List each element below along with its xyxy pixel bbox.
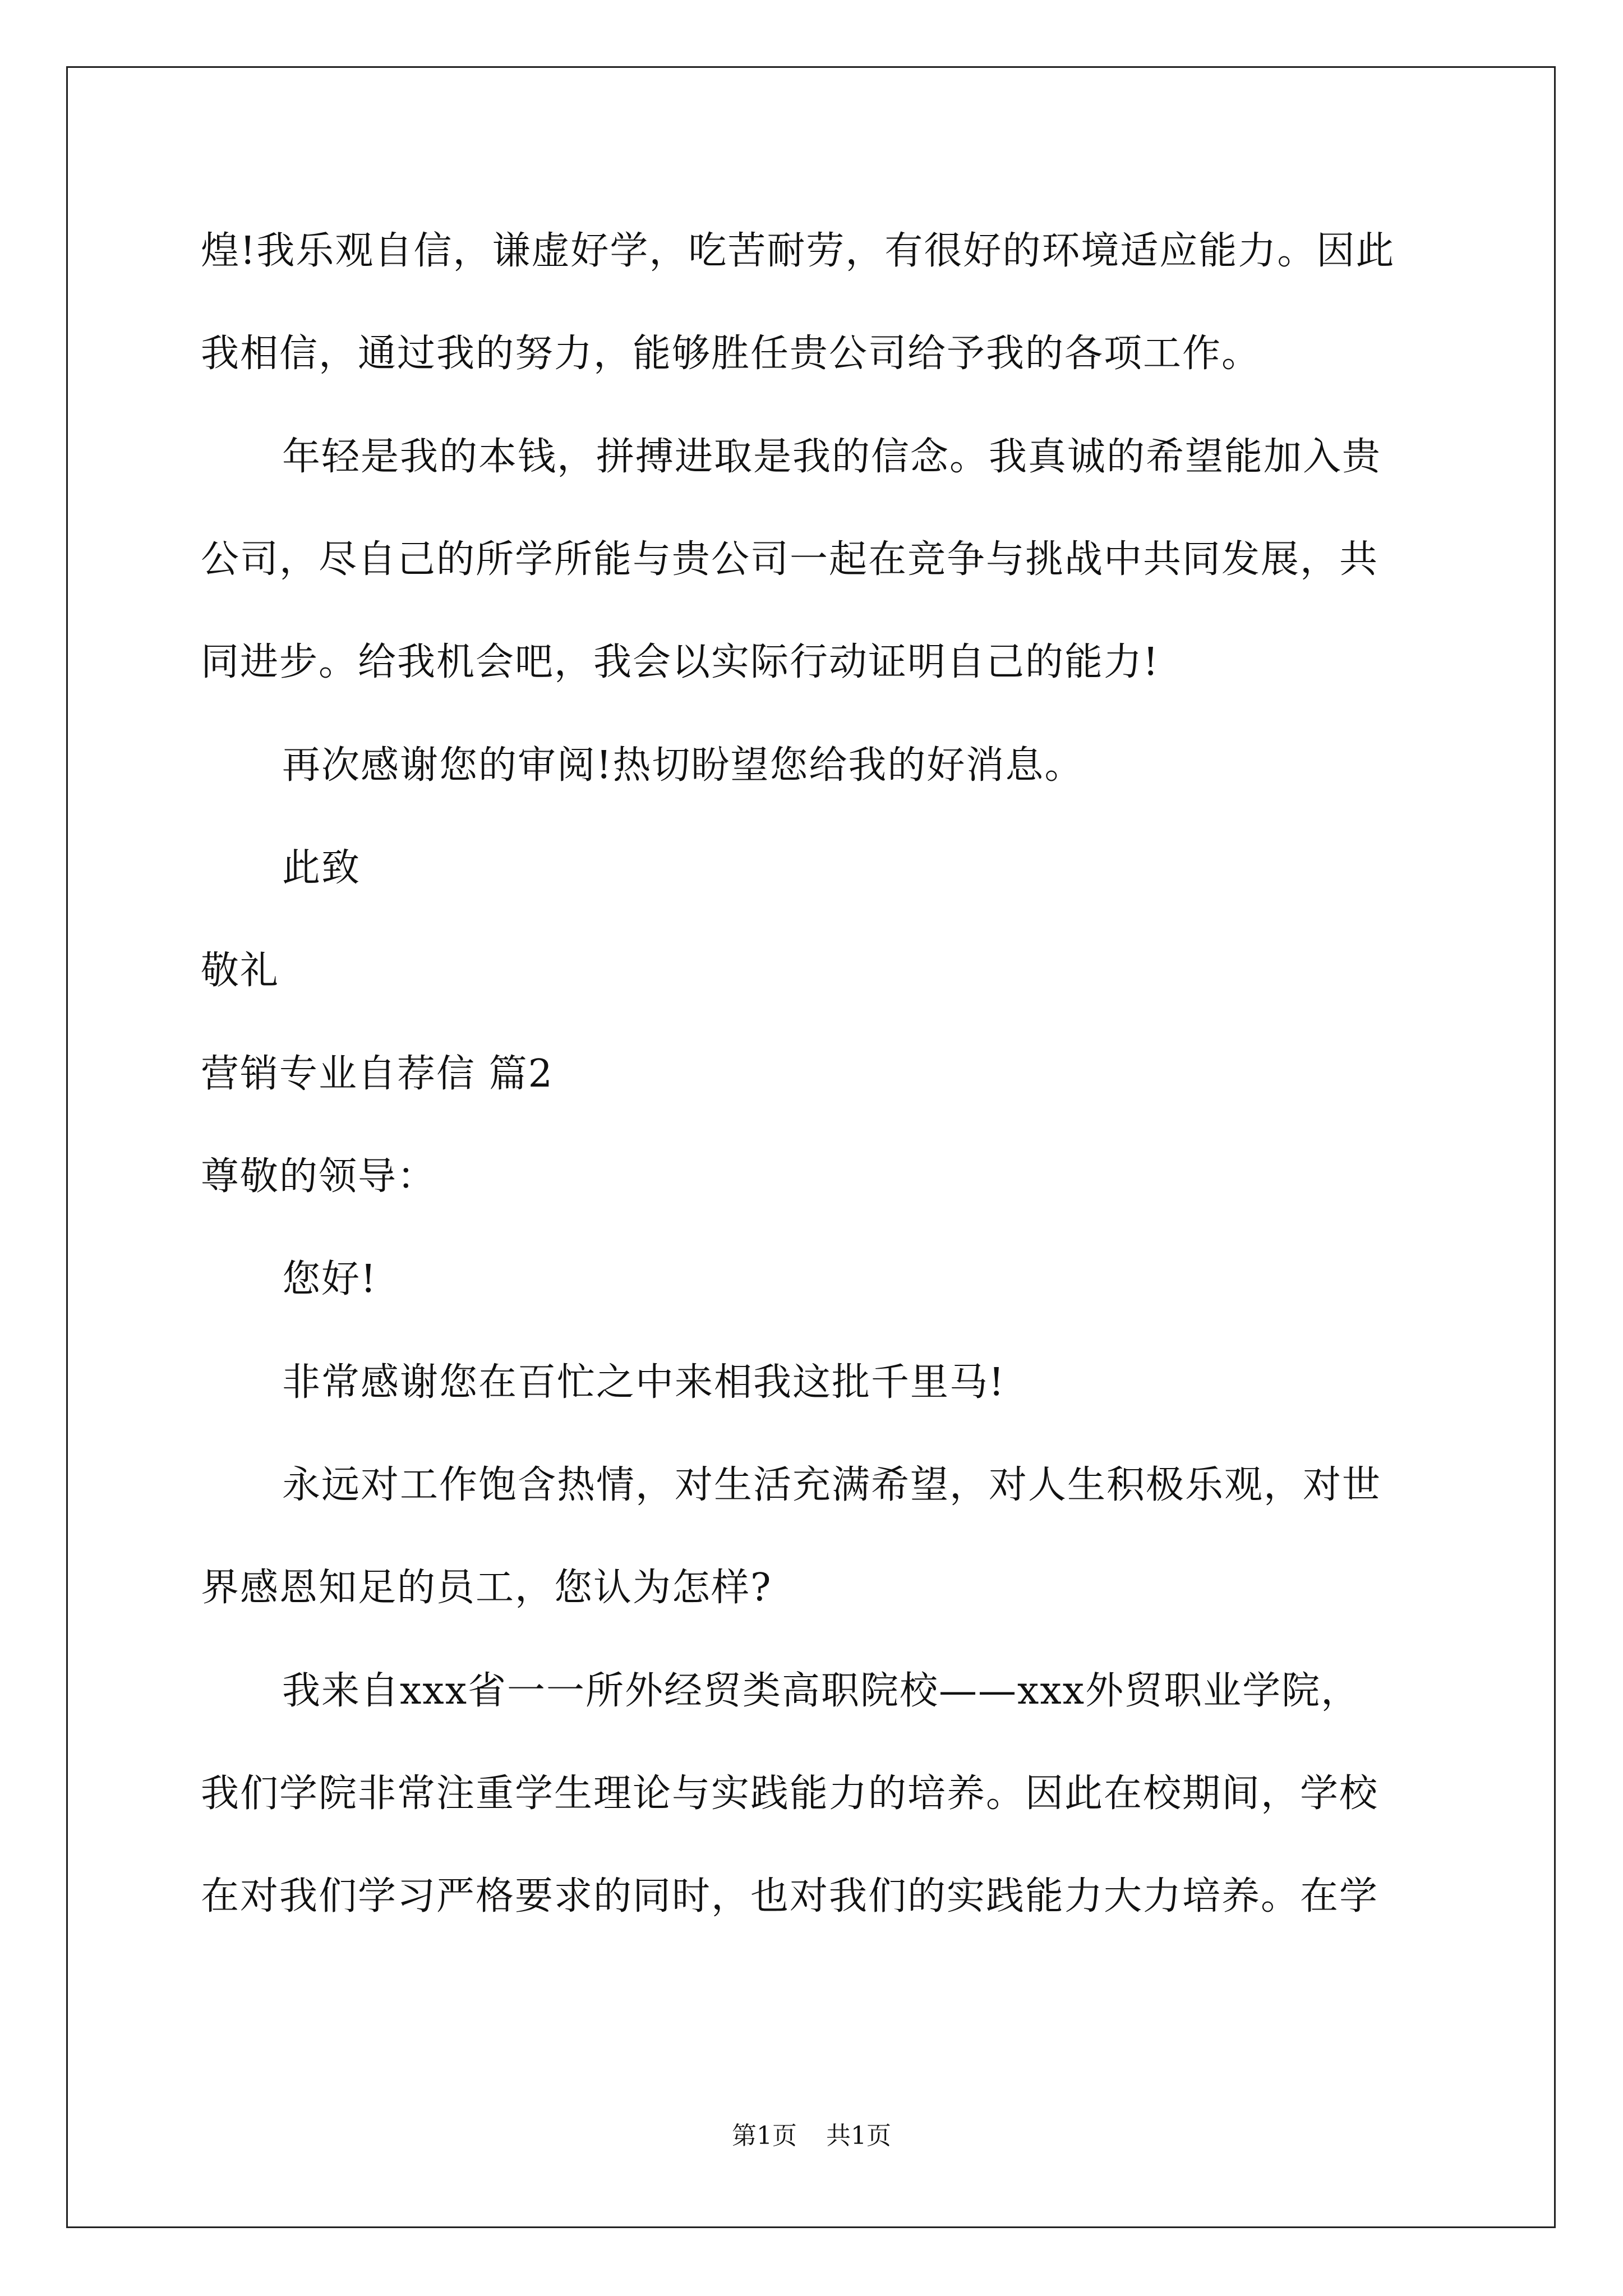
body-line-14: 界感恩知足的员工，您认为怎样? — [201, 1566, 772, 1610]
page-number: 第1页 — [732, 2122, 797, 2150]
body-line-13: 永远对工作饱含热情，对生活充满希望，对人生积极乐观，对世 — [282, 1463, 1382, 1507]
body-line-15: 我来自xxx省一一所外经贸类高职院校——xxx外贸职业学院， — [282, 1669, 1361, 1713]
salutation-regards: 敬礼 — [201, 949, 280, 993]
page-footer — [0, 2119, 1623, 2153]
letter-greeting: 尊敬的领导： — [201, 1154, 437, 1199]
body-line-4: 公司，尽自己的所学所能与贵公司一起在竞争与挑战中共同发展，共 — [201, 537, 1379, 582]
page-total: 共1页 — [826, 2122, 891, 2150]
body-line-3: 年轻是我的本钱，拼搏进取是我的信念。我真诚的希望能加入贵 — [282, 435, 1382, 479]
body-line-hello: 您好! — [282, 1257, 377, 1301]
body-line-16: 我们学院非常注重学生理论与实践能力的培养。因此在校期间，学校 — [201, 1772, 1379, 1816]
body-line-5: 同进步。给我机会吧，我会以实际行动证明自己的能力! — [201, 640, 1160, 684]
body-line-thanks: 非常感谢您在百忙之中来相我这批千里马! — [282, 1360, 1006, 1405]
body-line-2: 我相信，通过我的努力，能够胜任贵公司给予我的各项工作。 — [201, 332, 1261, 376]
section-heading: 营销专业自荐信 篇2 — [201, 1052, 554, 1096]
body-line-17: 在对我们学习严格要求的同时，也对我们的实践能力大力培养。在学 — [201, 1874, 1379, 1918]
salutation-closing: 此致 — [282, 846, 361, 890]
body-line-6: 再次感谢您的审阅!热切盼望您给我的好消息。 — [282, 743, 1084, 788]
body-line-1: 煌!我乐观自信，谦虚好学，吃苦耐劳，有很好的环境适应能力。因此 — [201, 229, 1395, 273]
